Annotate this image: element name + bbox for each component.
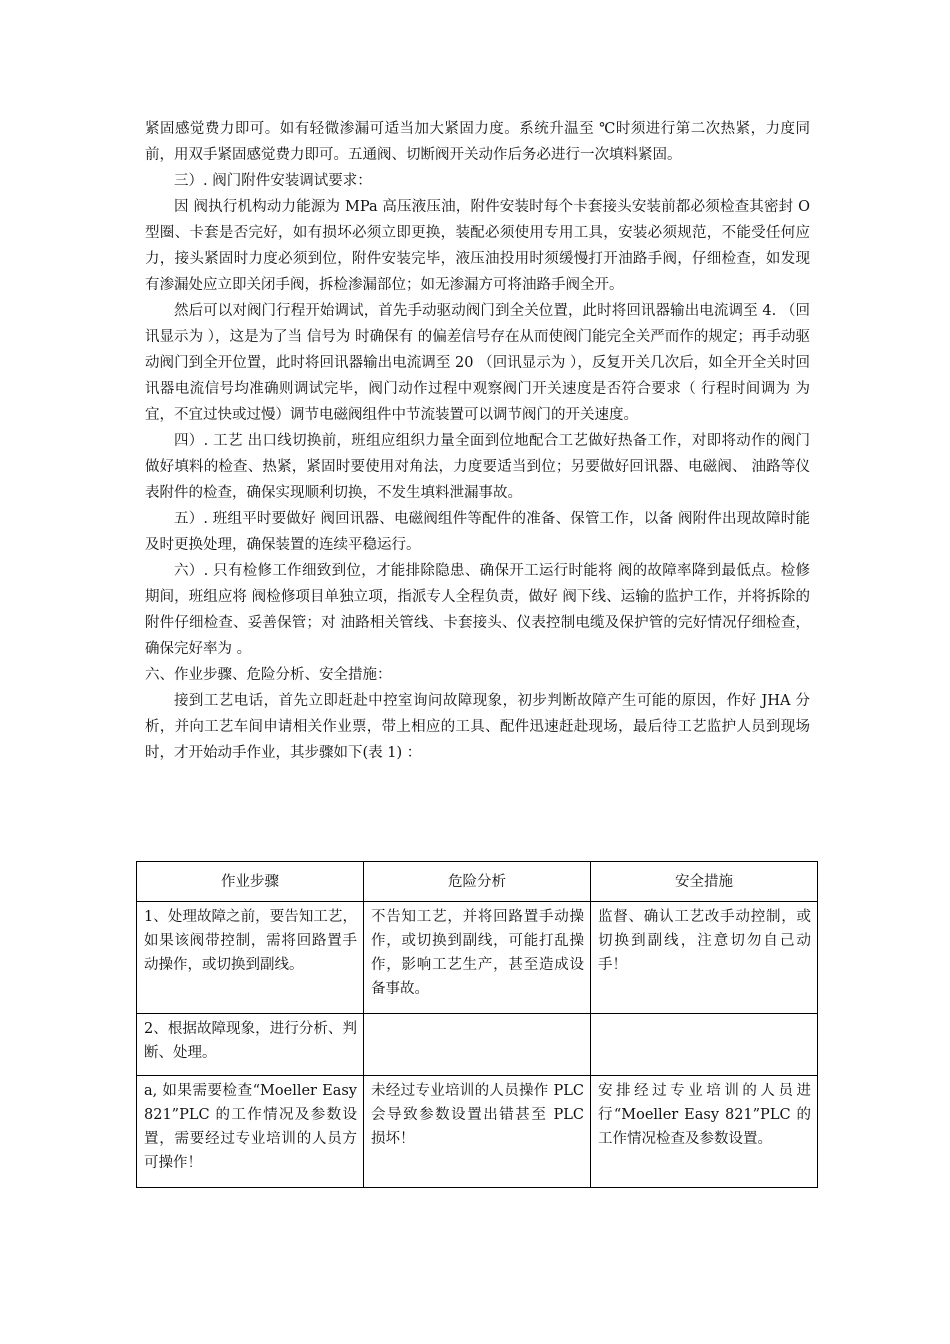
table-header-cell: 危险分析 [364,862,591,902]
table-cell: a, 如果需要检查“Moeller Easy 821”PLC 的工作情况及参数设置，需要经过专业培训的人员方可操作！ [137,1076,364,1188]
paragraph: 然后可以对阀门行程开始调试，首先手动驱动阀门到全关位置，此时将回讯器输出电流调至 4. （回讯显示为 ），这是为了当 信号为 时确保有 的偏差信号存在从而使阀门能完全关严而作的规定；再手动驱动阀门到全开位置，此时将回讯器输出电流调至 20 （回讯显示为 ），反复开关几次后，如全开全关时回讯器电流信号均准确则调试完毕，阀门动作过程中观察阀门开关速度是否符合要求（ 行程时间调为 为宜，不宜过快或过慢）调节电磁阀组件中节流装置可以调节阀门的开关速度。 [145,303,810,423]
table-cell: 2、根据故障现象，进行分析、判断、处理。 [137,1014,364,1076]
table-row [137,1014,818,1076]
table-cell: 监督、确认工艺改手动控制，或切换到副线，注意切勿自己动手！ [591,902,818,1014]
paragraph: 紧固感觉费力即可。如有轻微渗漏可适当加大紧固力度。系统升温至 ℃时须进行第二次热紧，力度同前，用双手紧固感觉费力即可。五通阀、切断阀开关动作后务必进行一次填料紧固。 [145,121,810,163]
table-cell: 安排经过专业培训的人员进行“Moeller Easy 821”PLC 的工作情况检查及参数设置。 [591,1076,818,1188]
table-header-row [137,862,818,902]
paragraph: 六）. 只有检修工作细致到位，才能排除隐患、确保开工运行时能将 阀的故障率降到最低点。检修期间，班组应将 阀检修项目单独立项，指派专人全程负责，做好 阀下线、运输的监护工作，并将拆除的附件仔细检查、妥善保管；对 油路相关管线、卡套接头、仪表控制电缆及保护管的完好情况仔细检查，确保完好率为 。 [145,563,810,657]
section-heading: 三）. 阀门附件安装调试要求： [174,173,372,189]
body-text [145,116,810,766]
paragraph: 四）. 工艺 出口线切换前，班组应组织力量全面到位地配合工艺做好热备工作，对即将动作的阀门做好填料的检查、热紧，紧固时要使用对角法，力度要适当到位；另要做好回讯器、电磁阀、 油路等仪表附件的检查，确保实现顺利切换，不发生填料泄漏事故。 [145,433,810,501]
table-cell: 未经过专业培训的人员操作 PLC 会导致参数设置出错甚至 PLC 损坏！ [364,1076,591,1188]
table-header-cell: 安全措施 [591,862,818,902]
paragraph: 因 阀执行机构动力能源为 MPa 高压液压油，附件安装时每个卡套接头安装前都必须检查其密封 O 型圈、卡套是否完好，如有损坏必须立即更换，装配必须使用专用工具，安装必须规范，不能受任何应力，接头紧固时力度必须到位，附件安装完毕，液压油投用时须缓慢打开油路手阀，仔细检查，如发现有渗漏处应立即关闭手阀，拆检渗漏部位；如无渗漏方可将油路手阀全开。 [145,199,810,293]
table-cell: 不告知工艺，并将回路置手动操作，或切换到副线，可能打乱操作，影响工艺生产，甚至造成设备事故。 [364,902,591,1014]
paragraph: 五）. 班组平时要做好 阀回讯器、电磁阀组件等配件的准备、保管工作，以备 阀附件出现故障时能及时更换处理，确保装置的连续平稳运行。 [145,511,810,553]
jha-table [136,861,818,1188]
table-row [137,902,818,1014]
table-cell: 1、处理故障之前，要告知工艺，如果该阀带控制，需将回路置手动操作，或切换到副线。 [137,902,364,1014]
table-header-cell: 作业步骤 [137,862,364,902]
paragraph: 接到工艺电话，首先立即赶赴中控室询问故障现象，初步判断故障产生可能的原因，作好 JHA 分析，并向工艺车间申请相关作业票，带上相应的工具、配件迅速赶赴现场，最后待工艺监护人员到现场时，才开始动手作业，其步骤如下(表 1) ： [145,693,810,761]
table-row [137,1076,818,1188]
section-heading: 六、作业步骤、危险分析、安全措施： [145,667,392,683]
table-cell [591,1014,818,1076]
table-cell [364,1014,591,1076]
